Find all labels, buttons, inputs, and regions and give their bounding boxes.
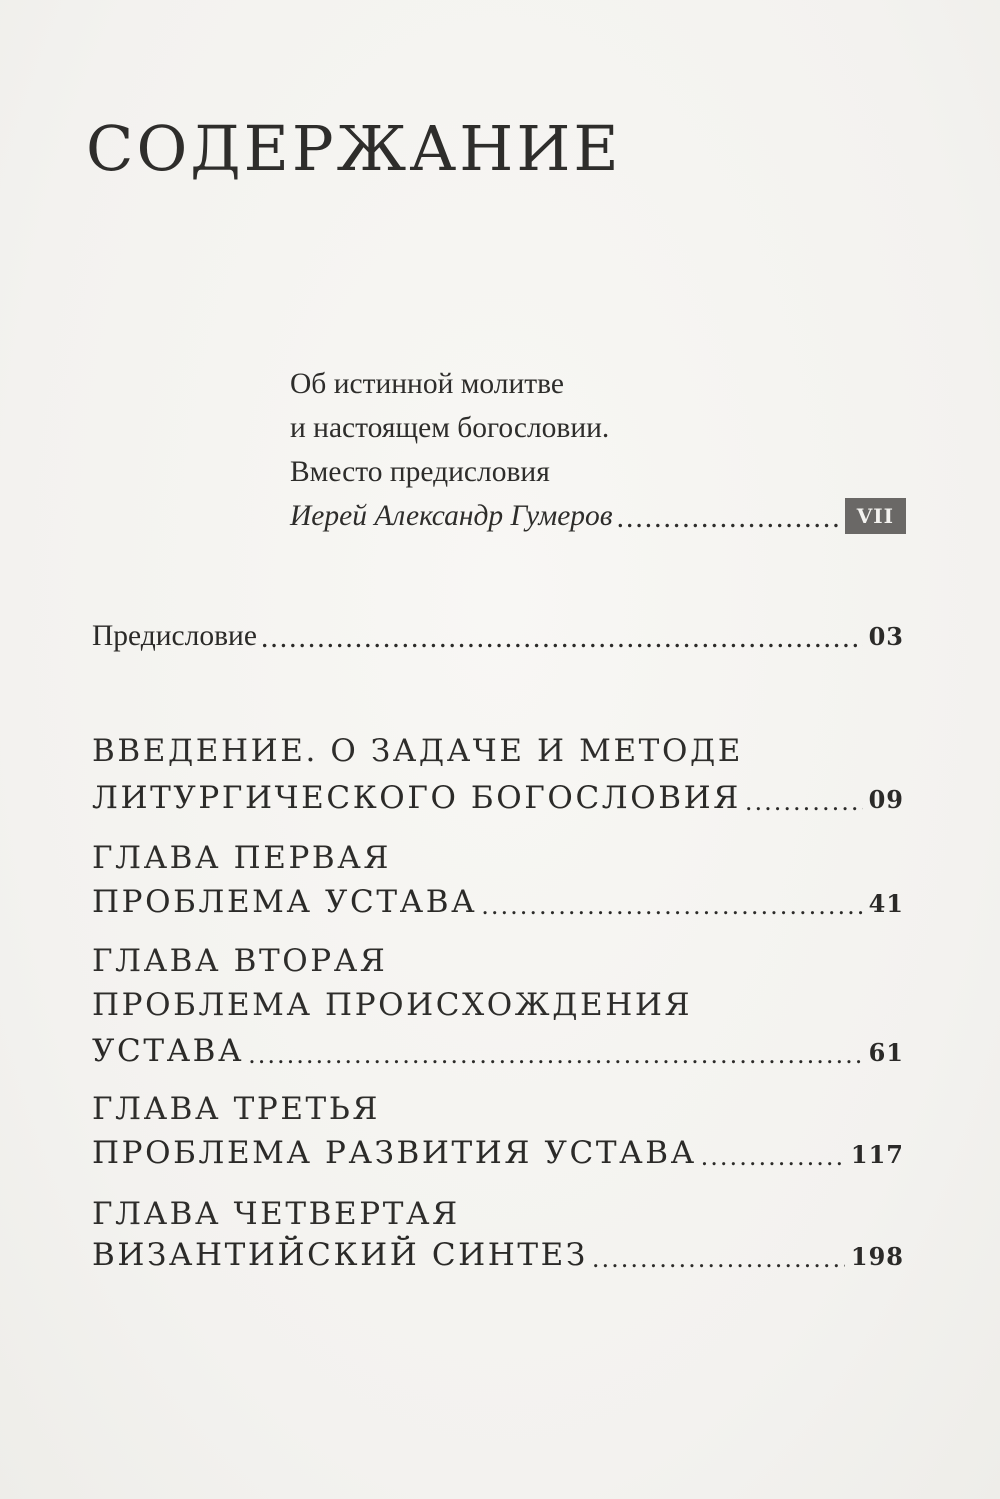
- toc-chapter-heading[interactable]: ГЛАВА ЧЕТВЕРТАЯ: [92, 1196, 460, 1232]
- foreword-page-badge: VII: [845, 498, 906, 534]
- toc-page-number: 09: [868, 785, 904, 814]
- page-title: СОДЕРЖАНИЕ: [86, 112, 622, 185]
- dot-leader: [261, 622, 863, 655]
- toc-entry-introduction[interactable]: [92, 780, 904, 816]
- toc-chapter-heading[interactable]: ГЛАВА ПЕРВАЯ: [92, 840, 391, 876]
- toc-page-number: 61: [868, 1038, 904, 1067]
- toc-chapter-subtitle: ПРОБЛЕМА ПРОИСХОЖДЕНИЯ: [92, 987, 693, 1023]
- foreword-author: Иерей Александр Гумеров: [290, 500, 613, 532]
- toc-entry-label: ПРОБЛЕМА РАЗВИТИЯ УСТАВА: [92, 1135, 697, 1171]
- toc-chapter-heading[interactable]: ВВЕДЕНИЕ. О ЗАДАЧЕ И МЕТОДЕ: [92, 733, 743, 769]
- foreword-author-row: [290, 494, 906, 538]
- toc-entry-label: УСТАВА: [92, 1033, 245, 1069]
- toc-chapter-heading[interactable]: ГЛАВА ВТОРАЯ: [92, 943, 388, 979]
- foreword-title-line-3: Вместо предисловия: [290, 456, 550, 488]
- toc-entry-chapter-1[interactable]: [92, 884, 904, 920]
- dot-leader: [248, 1043, 862, 1067]
- toc-page-number: 03: [868, 622, 904, 651]
- toc-entry-label: ПРОБЛЕМА УСТАВА: [92, 884, 478, 920]
- dot-leader: [745, 790, 863, 814]
- foreword-title-line-1: Об истинной молитве: [290, 368, 565, 400]
- foreword-title-line-2: и настоящем богословии.: [290, 412, 610, 444]
- toc-entry-preface[interactable]: [92, 620, 904, 653]
- toc-entry-label: ВИЗАНТИЙСКИЙ СИНТЕЗ: [92, 1237, 588, 1273]
- toc-entry-chapter-4[interactable]: [92, 1237, 904, 1273]
- foreword-entry[interactable]: [290, 362, 910, 538]
- toc-page-number: 117: [850, 1140, 904, 1169]
- toc-entry-label: Предисловие: [92, 620, 257, 652]
- toc-entry-chapter-3[interactable]: [92, 1135, 904, 1171]
- toc-entry-chapter-2[interactable]: [92, 1033, 904, 1069]
- dot-leader: [617, 496, 839, 540]
- dot-leader: [701, 1145, 845, 1169]
- dot-leader: [481, 894, 862, 918]
- toc-chapter-heading[interactable]: ГЛАВА ТРЕТЬЯ: [92, 1091, 380, 1127]
- toc-entry-label: ЛИТУРГИЧЕСКОГО БОГОСЛОВИЯ: [92, 780, 741, 816]
- dot-leader: [592, 1247, 845, 1271]
- toc-page-number: 198: [850, 1242, 904, 1271]
- toc-page-number: 41: [868, 889, 904, 918]
